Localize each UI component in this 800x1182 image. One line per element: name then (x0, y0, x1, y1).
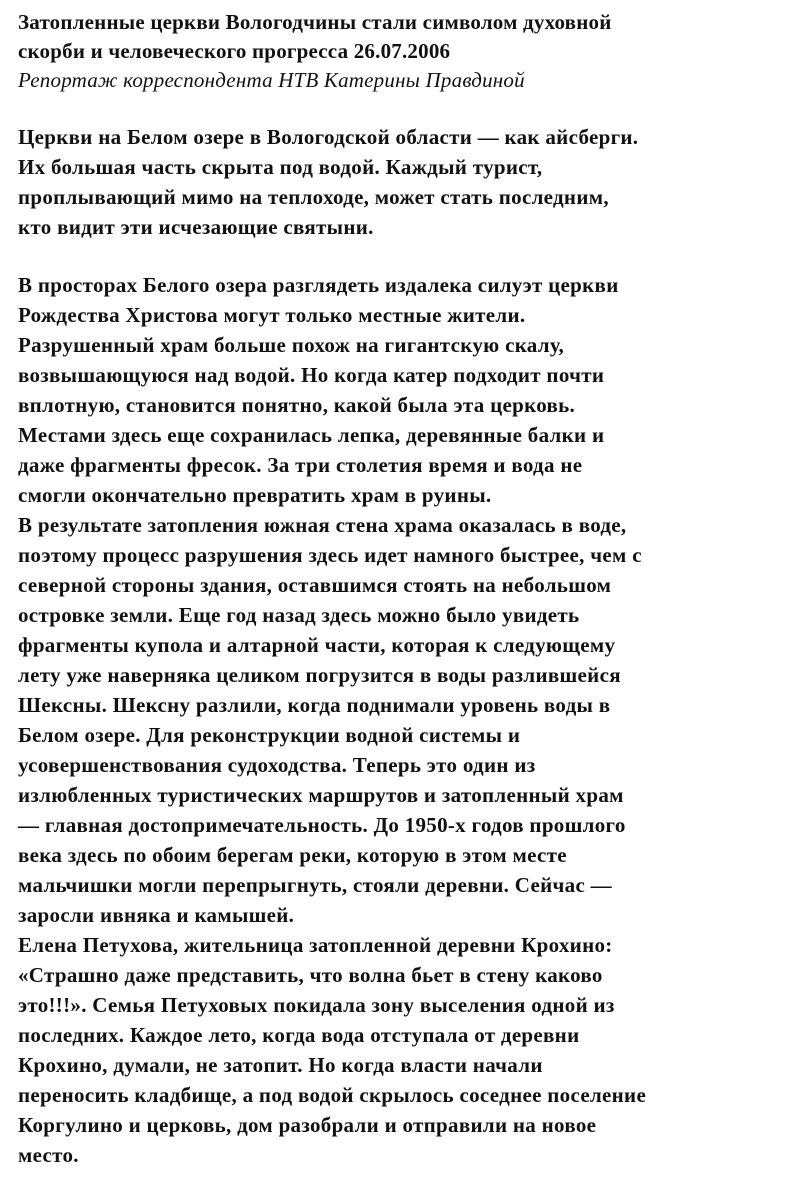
body-line: фрагменты купола и алтарной части, которая к следующему (18, 633, 616, 657)
lead-line: кто видит эти исчезающие святыни. (18, 215, 374, 239)
body-line: мальчишки могли перепрыгнуть, стояли деревни. Сейчас — (18, 873, 612, 897)
body-line: вплотную, становится понятно, какой была эта церковь. (18, 393, 576, 417)
body-line: Коргулино и церковь, дом разобрали и отправили на новое (18, 1113, 597, 1137)
body-line: смогли окончательно превратить храм в руины. (18, 483, 492, 507)
article-byline: Репортаж корреспондента НТВ Катерины Правдиной (18, 68, 525, 92)
body-line: последних. Каждое лето, когда вода отступала от деревни (18, 1023, 580, 1047)
lead-line: проплывающий мимо на теплоходе, может стать последним, (18, 185, 609, 209)
body-line: «Страшно даже представить, что волна бьет в стену каково (18, 963, 603, 987)
body-line: Елена Петухова, жительница затопленной деревни Крохино: (18, 933, 613, 957)
body-line: Шексны. Шексну разлили, когда поднимали уровень воды в (18, 693, 611, 717)
lead-line: Их большая часть скрыта под водой. Каждый турист, (18, 155, 543, 179)
body-line: островке земли. Еще год назад здесь можно было увидеть (18, 603, 580, 627)
lead-line: Церкви на Белом озере в Вологодской области — как айсберги. (18, 125, 639, 149)
body-line: В результате затопления южная стена храма оказалась в воде, (18, 513, 627, 537)
body-line: Крохино, думали, не затопит. Но когда власти начали (18, 1053, 543, 1077)
body-line: место. (18, 1143, 79, 1167)
article-body (18, 270, 788, 1170)
title-line: Затопленные церкви Вологодчины стали символом духовной (18, 10, 612, 34)
article-lead (18, 122, 788, 242)
body-line: Белом озере. Для реконструкции водной системы и (18, 723, 521, 747)
body-line: века здесь по обоим берегам реки, которую в этом месте (18, 843, 567, 867)
article (18, 8, 788, 1170)
paragraph-gap (18, 242, 788, 270)
body-line: лету уже наверняка целиком погрузится в воды разлившейся (18, 663, 621, 687)
paragraph-gap (18, 94, 788, 122)
title-line: скорби и человеческого прогресса 26.07.2006 (18, 39, 451, 63)
body-line: возвышающуюся над водой. Но когда катер подходит почти (18, 363, 605, 387)
body-line: это!!!». Семья Петуховых покидала зону выселения одной из (18, 993, 615, 1017)
body-line: — главная достопримечательность. До 1950-х годов прошлого (18, 813, 626, 837)
body-line: заросли ивняка и камышей. (18, 903, 295, 927)
body-line: переносить кладбище, а под водой скрылось соседнее поселение (18, 1083, 647, 1107)
article-title (18, 8, 788, 66)
body-line: излюбленных туристических маршрутов и затопленный храм (18, 783, 624, 807)
body-line: Разрушенный храм больше похож на гигантскую скалу, (18, 333, 565, 357)
body-line: Местами здесь еще сохранилась лепка, деревянные балки и (18, 423, 605, 447)
body-line: Рождества Христова могут только местные жители. (18, 303, 526, 327)
body-line: усовершенствования судоходства. Теперь это один из (18, 753, 536, 777)
body-line: поэтому процесс разрушения здесь идет намного быстрее, чем с (18, 543, 642, 567)
body-line: В просторах Белого озера разглядеть издалека силуэт церкви (18, 273, 619, 297)
body-line: северной стороны здания, оставшимся стоять на небольшом (18, 573, 612, 597)
body-line: даже фрагменты фресок. За три столетия время и вода не (18, 453, 583, 477)
